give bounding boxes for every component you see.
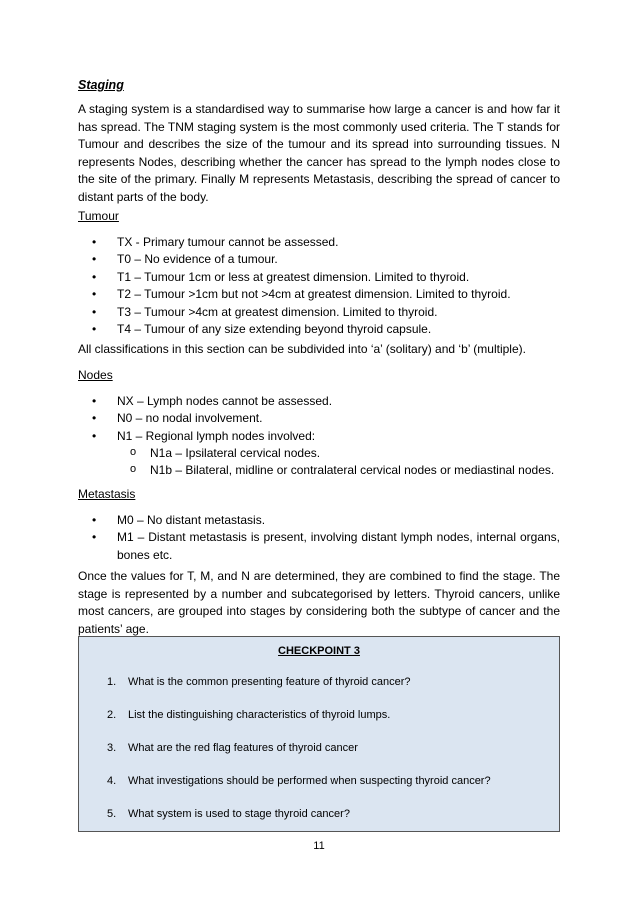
staging-intro-paragraph: A staging system is a standardised way to summarise how large a cancer is and how far it has spread. The TNM staging system is the most commonly used criteria. The T stands for Tumour and describes the size of the tumour and its spread into surrounding tissues. N represents Nodes, describing whether the cancer has spread to the lymph nodes close to the site of the primary. Finally M represents Metastasis, describing the spread of cancer to distant parts of the body. bbox=[78, 102, 560, 204]
question-text: List the distinguishing characteristics of thyroid lumps. bbox=[128, 709, 391, 721]
question-text: What system is used to stage thyroid cancer? bbox=[128, 808, 350, 820]
tumour-item-t4: • T4 – Tumour of any size extending beyond thyroid capsule. bbox=[92, 321, 511, 338]
question-text: What investigations should be performed when suspecting thyroid cancer? bbox=[128, 775, 491, 787]
nodes-item-nx: • NX – Lymph nodes cannot be assessed. bbox=[92, 393, 554, 410]
checkpoint-question-1 bbox=[107, 676, 410, 688]
question-number: 5. bbox=[107, 808, 117, 820]
metastasis-list bbox=[92, 512, 560, 564]
checkpoint-question-3 bbox=[107, 742, 358, 754]
nodes-subitem-n1b: o N1b – Bilateral, midline or contralateral cervical nodes or mediastinal nodes. bbox=[130, 462, 554, 479]
checkpoint-question-4 bbox=[107, 775, 491, 787]
metastasis-heading: Metastasis bbox=[78, 487, 136, 501]
checkpoint-box bbox=[78, 636, 560, 832]
metastasis-item-m1: • M1 – Distant metastasis is present, involving distant lymph nodes, internal organs, bones etc. bbox=[92, 529, 560, 564]
staging-summary-paragraph: Once the values for T, M, and N are determined, they are combined to find the stage. The stage is represented by a number and subcategorised by letters. Thyroid cancers, unlike most cancers, are grouped into stages by considering both the subtype of cancer and the patients’ age. bbox=[78, 569, 560, 636]
question-number: 4. bbox=[107, 775, 117, 787]
nodes-heading: Nodes bbox=[78, 368, 113, 382]
metastasis-item-m0: • M0 – No distant metastasis. bbox=[92, 512, 560, 529]
tumour-heading: Tumour bbox=[78, 209, 119, 223]
question-text: What are the red flag features of thyroid cancer bbox=[128, 742, 358, 754]
nodes-n1-sublist bbox=[117, 445, 554, 479]
nodes-subitem-n1a: o N1a – Ipsilateral cervical nodes. bbox=[130, 445, 554, 462]
tumour-item-t0: • T0 – No evidence of a tumour. bbox=[92, 251, 511, 268]
nodes-item-n0: • N0 – no nodal involvement. bbox=[92, 410, 554, 427]
checkpoint-title: CHECKPOINT 3 bbox=[278, 645, 360, 657]
question-number: 3. bbox=[107, 742, 117, 754]
staging-heading: Staging bbox=[78, 78, 124, 92]
tumour-item-t3: • T3 – Tumour >4cm at greatest dimension. Limited to thyroid. bbox=[92, 304, 511, 321]
nodes-item-n1-text: N1 – Regional lymph nodes involved: bbox=[117, 428, 316, 443]
question-number: 2. bbox=[107, 709, 117, 721]
tumour-list bbox=[92, 234, 511, 338]
checkpoint-question-5 bbox=[107, 808, 350, 820]
checkpoint-question-2 bbox=[107, 709, 390, 721]
nodes-item-n1 bbox=[92, 428, 554, 479]
tumour-item-t2: • T2 – Tumour >1cm but not >4cm at greatest dimension. Limited to thyroid. bbox=[92, 286, 511, 303]
tumour-item-tx: • TX - Primary tumour cannot be assessed. bbox=[92, 234, 511, 251]
page-number: 11 bbox=[313, 840, 325, 852]
nodes-list bbox=[92, 393, 554, 479]
tumour-item-t1: • T1 – Tumour 1cm or less at greatest dimension. Limited to thyroid. bbox=[92, 269, 511, 286]
question-text: What is the common presenting feature of thyroid cancer? bbox=[128, 676, 411, 688]
tumour-subdivision-note: All classifications in this section can be subdivided into ‘a’ (solitary) and ‘b’ (multiple). bbox=[78, 342, 526, 356]
question-number: 1. bbox=[107, 676, 117, 688]
